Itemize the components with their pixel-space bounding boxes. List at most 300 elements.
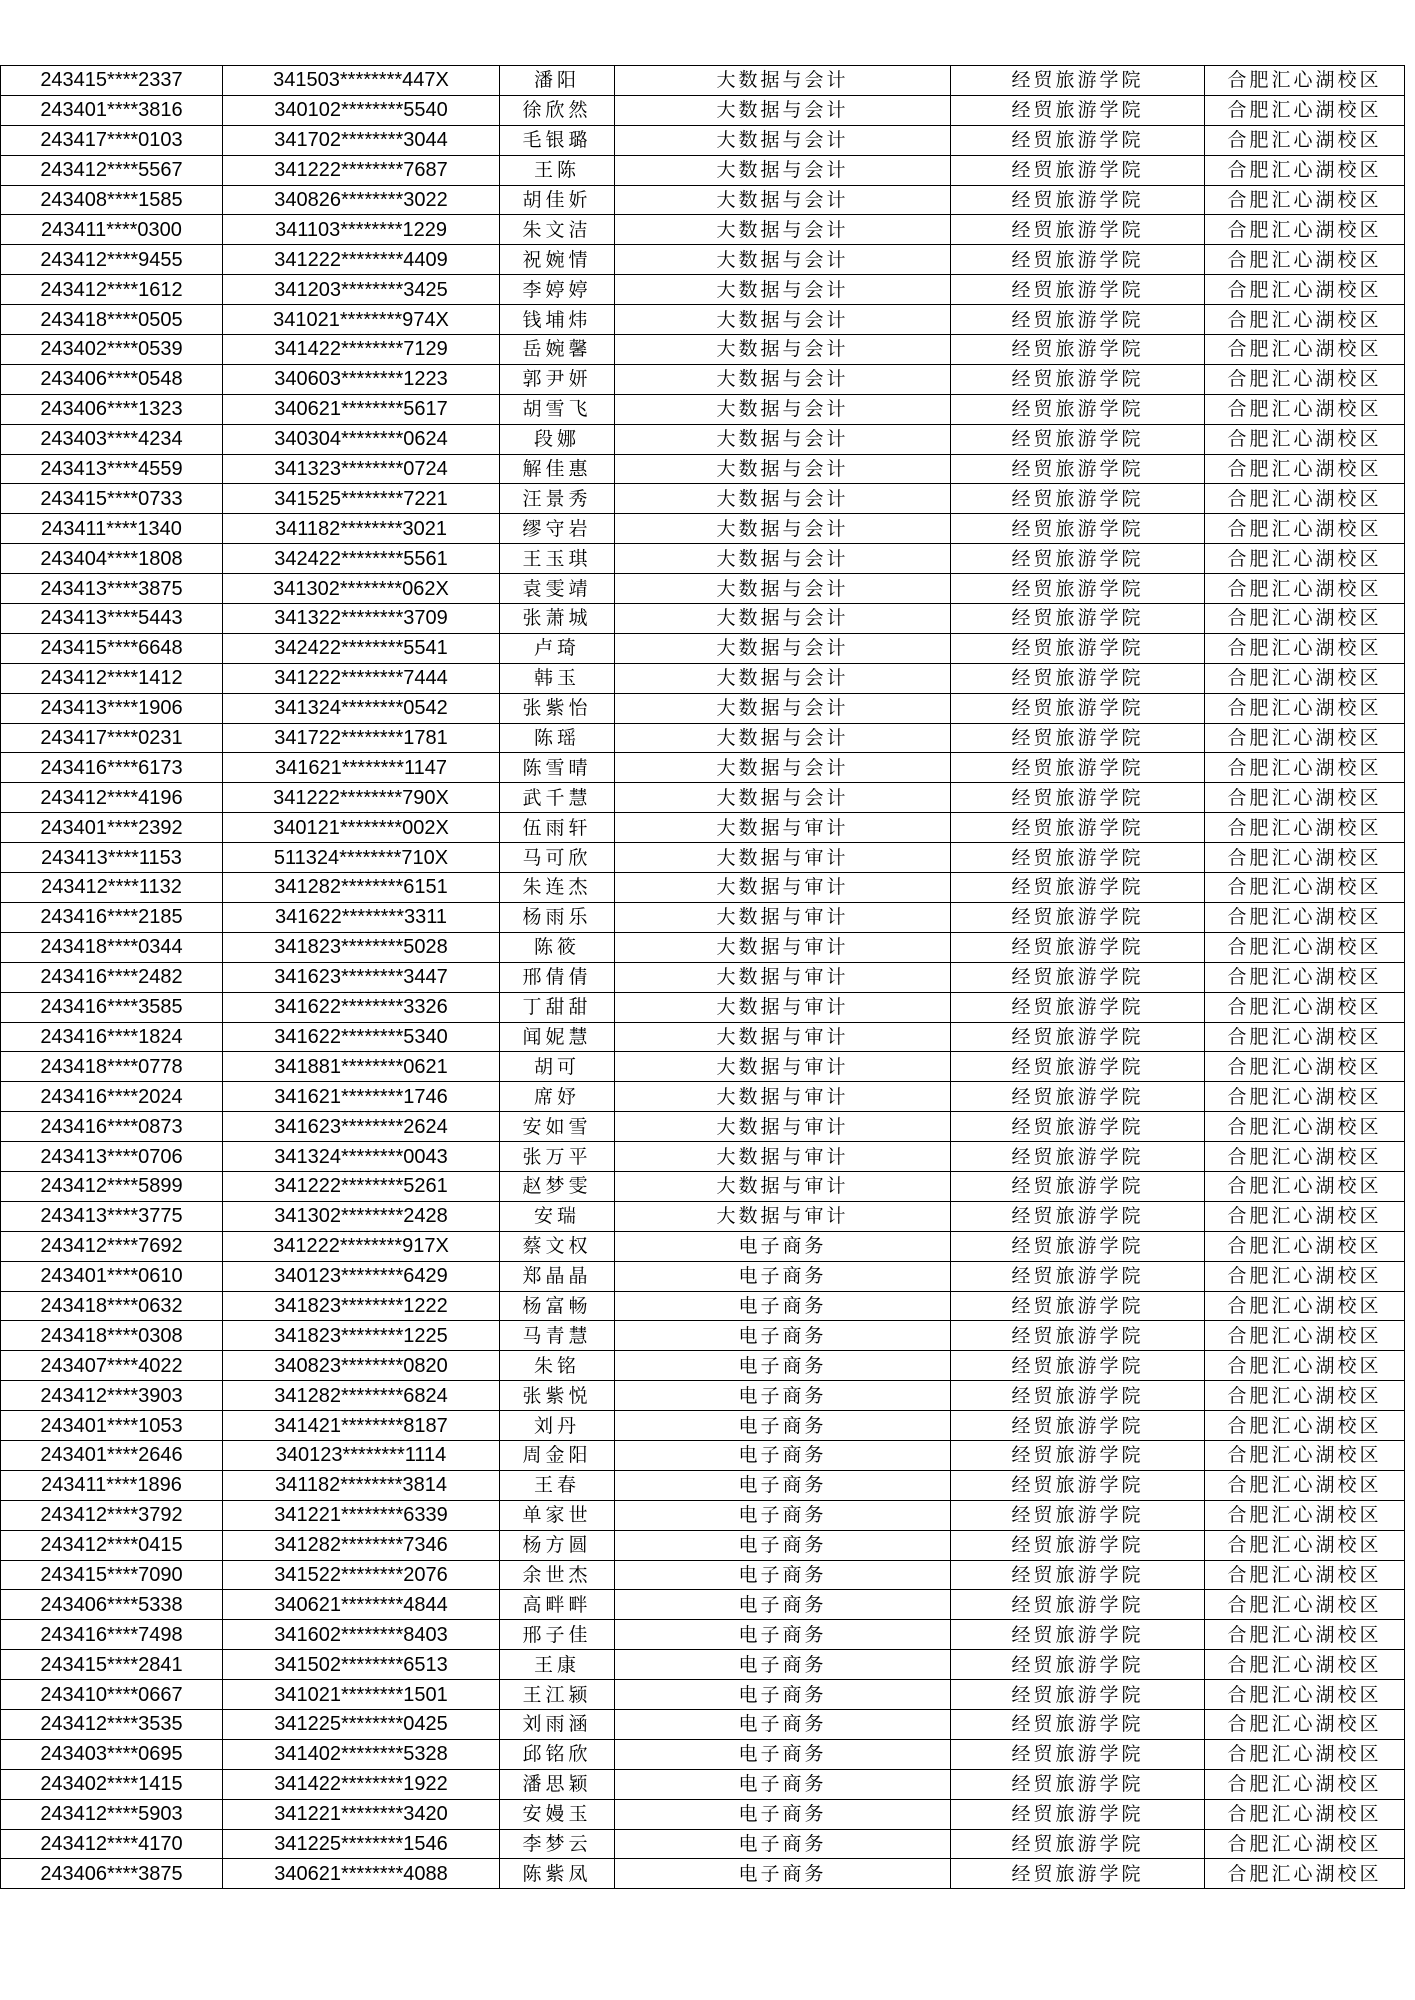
student-id-cell: 243404****1808: [1, 544, 223, 574]
id-card-cell: 341323********0724: [223, 454, 500, 484]
table-row: [1, 454, 1405, 484]
name-cell: 安嫚玉: [500, 1799, 615, 1829]
name-cell: 卢琦: [500, 633, 615, 663]
table-row: [1, 902, 1405, 932]
major-cell: 大数据与会计: [615, 125, 951, 155]
college-cell: 经贸旅游学院: [951, 245, 1205, 275]
id-card-cell: 341324********0542: [223, 693, 500, 723]
name-cell: 段娜: [500, 424, 615, 454]
major-cell: 大数据与会计: [615, 335, 951, 365]
college-cell: 经贸旅游学院: [951, 1171, 1205, 1201]
name-cell: 赵梦雯: [500, 1171, 615, 1201]
college-cell: 经贸旅游学院: [951, 1859, 1205, 1889]
name-cell: 周金阳: [500, 1440, 615, 1470]
student-id-cell: 243412****1132: [1, 873, 223, 903]
id-card-cell: 341222********7687: [223, 155, 500, 185]
table-row: [1, 335, 1405, 365]
id-card-cell: 341182********3814: [223, 1470, 500, 1500]
student-id-cell: 243406****3875: [1, 1859, 223, 1889]
table-row: [1, 723, 1405, 753]
major-cell: 大数据与会计: [615, 633, 951, 663]
campus-cell: 合肥汇心湖校区: [1205, 633, 1405, 663]
table-row: [1, 932, 1405, 962]
campus-cell: 合肥汇心湖校区: [1205, 693, 1405, 723]
id-card-cell: 340621********4844: [223, 1590, 500, 1620]
campus-cell: 合肥汇心湖校区: [1205, 1590, 1405, 1620]
table-row: [1, 753, 1405, 783]
major-cell: 大数据与会计: [615, 604, 951, 634]
table-row: [1, 873, 1405, 903]
student-id-cell: 243408****1585: [1, 185, 223, 215]
name-cell: 岳婉馨: [500, 335, 615, 365]
student-id-cell: 243412****4170: [1, 1829, 223, 1859]
student-id-cell: 243417****0103: [1, 125, 223, 155]
name-cell: 余世杰: [500, 1560, 615, 1590]
campus-cell: 合肥汇心湖校区: [1205, 932, 1405, 962]
table-row: [1, 1171, 1405, 1201]
name-cell: 朱文洁: [500, 215, 615, 245]
student-id-cell: 243413****1153: [1, 843, 223, 873]
name-cell: 王玉琪: [500, 544, 615, 574]
major-cell: 大数据与会计: [615, 574, 951, 604]
id-card-cell: 341622********5340: [223, 1022, 500, 1052]
major-cell: 大数据与会计: [615, 424, 951, 454]
id-card-cell: 341225********1546: [223, 1829, 500, 1859]
table-row: [1, 1321, 1405, 1351]
major-cell: 大数据与会计: [615, 514, 951, 544]
name-cell: 陈紫凤: [500, 1859, 615, 1889]
major-cell: 电子商务: [615, 1470, 951, 1500]
campus-cell: 合肥汇心湖校区: [1205, 1709, 1405, 1739]
campus-cell: 合肥汇心湖校区: [1205, 783, 1405, 813]
student-id-cell: 243407****4022: [1, 1351, 223, 1381]
major-cell: 电子商务: [615, 1291, 951, 1321]
id-card-cell: 341222********790X: [223, 783, 500, 813]
name-cell: 张紫悦: [500, 1381, 615, 1411]
name-cell: 祝婉情: [500, 245, 615, 275]
college-cell: 经贸旅游学院: [951, 1829, 1205, 1859]
id-card-cell: 340123********6429: [223, 1261, 500, 1291]
table-row: [1, 1231, 1405, 1261]
student-id-cell: 243410****0667: [1, 1680, 223, 1710]
student-id-cell: 243406****1323: [1, 394, 223, 424]
id-card-cell: 341502********6513: [223, 1650, 500, 1680]
campus-cell: 合肥汇心湖校区: [1205, 1470, 1405, 1500]
student-id-cell: 243412****4196: [1, 783, 223, 813]
table-row: [1, 1590, 1405, 1620]
id-card-cell: 341282********7346: [223, 1530, 500, 1560]
id-card-cell: 341621********1746: [223, 1082, 500, 1112]
name-cell: 邢子佳: [500, 1620, 615, 1650]
major-cell: 大数据与审计: [615, 1112, 951, 1142]
campus-cell: 合肥汇心湖校区: [1205, 1112, 1405, 1142]
student-id-cell: 243418****0308: [1, 1321, 223, 1351]
college-cell: 经贸旅游学院: [951, 95, 1205, 125]
student-id-cell: 243412****9455: [1, 245, 223, 275]
name-cell: 伍雨轩: [500, 813, 615, 843]
name-cell: 马青慧: [500, 1321, 615, 1351]
id-card-cell: 341522********2076: [223, 1560, 500, 1590]
major-cell: 大数据与会计: [615, 66, 951, 96]
id-card-cell: 341623********3447: [223, 962, 500, 992]
table-row: [1, 1201, 1405, 1231]
major-cell: 大数据与审计: [615, 1022, 951, 1052]
campus-cell: 合肥汇心湖校区: [1205, 843, 1405, 873]
id-card-cell: 340603********1223: [223, 364, 500, 394]
id-card-cell: 341525********7221: [223, 484, 500, 514]
campus-cell: 合肥汇心湖校区: [1205, 1440, 1405, 1470]
name-cell: 王康: [500, 1650, 615, 1680]
major-cell: 大数据与会计: [615, 454, 951, 484]
table-row: [1, 1022, 1405, 1052]
id-card-cell: 341421********8187: [223, 1411, 500, 1441]
major-cell: 大数据与审计: [615, 843, 951, 873]
id-card-cell: 341221********6339: [223, 1500, 500, 1530]
campus-cell: 合肥汇心湖校区: [1205, 364, 1405, 394]
student-id-cell: 243418****0632: [1, 1291, 223, 1321]
id-card-cell: 341402********5328: [223, 1739, 500, 1769]
campus-cell: 合肥汇心湖校区: [1205, 1620, 1405, 1650]
id-card-cell: 341422********7129: [223, 335, 500, 365]
major-cell: 大数据与审计: [615, 902, 951, 932]
roster-body: [1, 66, 1405, 1889]
name-cell: 王陈: [500, 155, 615, 185]
student-id-cell: 243416****1824: [1, 1022, 223, 1052]
campus-cell: 合肥汇心湖校区: [1205, 155, 1405, 185]
student-id-cell: 243416****2185: [1, 902, 223, 932]
college-cell: 经贸旅游学院: [951, 1500, 1205, 1530]
campus-cell: 合肥汇心湖校区: [1205, 1351, 1405, 1381]
college-cell: 经贸旅游学院: [951, 1769, 1205, 1799]
college-cell: 经贸旅游学院: [951, 723, 1205, 753]
id-card-cell: 341722********1781: [223, 723, 500, 753]
college-cell: 经贸旅游学院: [951, 155, 1205, 185]
college-cell: 经贸旅游学院: [951, 1112, 1205, 1142]
student-id-cell: 243403****0695: [1, 1739, 223, 1769]
major-cell: 电子商务: [615, 1411, 951, 1441]
campus-cell: 合肥汇心湖校区: [1205, 1500, 1405, 1530]
name-cell: 钱埔炜: [500, 305, 615, 335]
college-cell: 经贸旅游学院: [951, 1530, 1205, 1560]
college-cell: 经贸旅游学院: [951, 185, 1205, 215]
campus-cell: 合肥汇心湖校区: [1205, 1530, 1405, 1560]
id-card-cell: 340826********3022: [223, 185, 500, 215]
student-id-cell: 243412****0415: [1, 1530, 223, 1560]
major-cell: 电子商务: [615, 1650, 951, 1680]
campus-cell: 合肥汇心湖校区: [1205, 962, 1405, 992]
name-cell: 陈雪晴: [500, 753, 615, 783]
campus-cell: 合肥汇心湖校区: [1205, 1680, 1405, 1710]
table-row: [1, 1291, 1405, 1321]
table-row: [1, 1739, 1405, 1769]
name-cell: 安如雪: [500, 1112, 615, 1142]
name-cell: 袁雯靖: [500, 574, 615, 604]
name-cell: 李婷婷: [500, 275, 615, 305]
student-id-cell: 243415****0733: [1, 484, 223, 514]
college-cell: 经贸旅游学院: [951, 1201, 1205, 1231]
campus-cell: 合肥汇心湖校区: [1205, 95, 1405, 125]
college-cell: 经贸旅游学院: [951, 992, 1205, 1022]
major-cell: 电子商务: [615, 1560, 951, 1590]
id-card-cell: 341222********917X: [223, 1231, 500, 1261]
college-cell: 经贸旅游学院: [951, 1560, 1205, 1590]
college-cell: 经贸旅游学院: [951, 1052, 1205, 1082]
id-card-cell: 340621********4088: [223, 1859, 500, 1889]
id-card-cell: 341823********1222: [223, 1291, 500, 1321]
id-card-cell: 341222********7444: [223, 663, 500, 693]
table-row: [1, 1112, 1405, 1142]
major-cell: 电子商务: [615, 1381, 951, 1411]
student-id-cell: 243402****1415: [1, 1769, 223, 1799]
name-cell: 徐欣然: [500, 95, 615, 125]
table-row: [1, 1470, 1405, 1500]
name-cell: 缪守岩: [500, 514, 615, 544]
table-row: [1, 813, 1405, 843]
id-card-cell: 341881********0621: [223, 1052, 500, 1082]
college-cell: 经贸旅游学院: [951, 424, 1205, 454]
campus-cell: 合肥汇心湖校区: [1205, 1291, 1405, 1321]
name-cell: 武千慧: [500, 783, 615, 813]
college-cell: 经贸旅游学院: [951, 394, 1205, 424]
college-cell: 经贸旅游学院: [951, 813, 1205, 843]
student-id-cell: 243403****4234: [1, 424, 223, 454]
table-row: [1, 1769, 1405, 1799]
student-id-cell: 243413****3875: [1, 574, 223, 604]
student-id-cell: 243415****2337: [1, 66, 223, 96]
college-cell: 经贸旅游学院: [951, 633, 1205, 663]
major-cell: 大数据与会计: [615, 753, 951, 783]
college-cell: 经贸旅游学院: [951, 544, 1205, 574]
name-cell: 杨雨乐: [500, 902, 615, 932]
college-cell: 经贸旅游学院: [951, 335, 1205, 365]
major-cell: 大数据与会计: [615, 663, 951, 693]
student-id-cell: 243412****5567: [1, 155, 223, 185]
campus-cell: 合肥汇心湖校区: [1205, 125, 1405, 155]
id-card-cell: 341823********1225: [223, 1321, 500, 1351]
college-cell: 经贸旅游学院: [951, 1799, 1205, 1829]
campus-cell: 合肥汇心湖校区: [1205, 1650, 1405, 1680]
name-cell: 朱铭: [500, 1351, 615, 1381]
college-cell: 经贸旅游学院: [951, 1590, 1205, 1620]
name-cell: 王江颍: [500, 1680, 615, 1710]
major-cell: 大数据与审计: [615, 1052, 951, 1082]
table-row: [1, 275, 1405, 305]
table-row: [1, 843, 1405, 873]
table-row: [1, 155, 1405, 185]
college-cell: 经贸旅游学院: [951, 604, 1205, 634]
college-cell: 经贸旅游学院: [951, 364, 1205, 394]
campus-cell: 合肥汇心湖校区: [1205, 723, 1405, 753]
college-cell: 经贸旅游学院: [951, 1411, 1205, 1441]
major-cell: 大数据与会计: [615, 364, 951, 394]
student-id-cell: 243412****3792: [1, 1500, 223, 1530]
college-cell: 经贸旅游学院: [951, 1142, 1205, 1172]
table-row: [1, 364, 1405, 394]
campus-cell: 合肥汇心湖校区: [1205, 514, 1405, 544]
student-id-cell: 243413****1906: [1, 693, 223, 723]
name-cell: 安瑞: [500, 1201, 615, 1231]
name-cell: 朱连杰: [500, 873, 615, 903]
student-id-cell: 243413****3775: [1, 1201, 223, 1231]
campus-cell: 合肥汇心湖校区: [1205, 1201, 1405, 1231]
student-id-cell: 243411****0300: [1, 215, 223, 245]
table-row: [1, 215, 1405, 245]
student-id-cell: 243415****6648: [1, 633, 223, 663]
major-cell: 大数据与会计: [615, 394, 951, 424]
campus-cell: 合肥汇心湖校区: [1205, 484, 1405, 514]
id-card-cell: 341182********3021: [223, 514, 500, 544]
id-card-cell: 340823********0820: [223, 1351, 500, 1381]
campus-cell: 合肥汇心湖校区: [1205, 1171, 1405, 1201]
student-id-cell: 243406****0548: [1, 364, 223, 394]
major-cell: 电子商务: [615, 1620, 951, 1650]
id-card-cell: 341621********1147: [223, 753, 500, 783]
id-card-cell: 340304********0624: [223, 424, 500, 454]
campus-cell: 合肥汇心湖校区: [1205, 305, 1405, 335]
major-cell: 电子商务: [615, 1440, 951, 1470]
id-card-cell: 341302********2428: [223, 1201, 500, 1231]
major-cell: 大数据与会计: [615, 484, 951, 514]
campus-cell: 合肥汇心湖校区: [1205, 1739, 1405, 1769]
college-cell: 经贸旅游学院: [951, 1680, 1205, 1710]
campus-cell: 合肥汇心湖校区: [1205, 1381, 1405, 1411]
table-row: [1, 1082, 1405, 1112]
campus-cell: 合肥汇心湖校区: [1205, 1799, 1405, 1829]
campus-cell: 合肥汇心湖校区: [1205, 873, 1405, 903]
college-cell: 经贸旅游学院: [951, 1470, 1205, 1500]
student-id-cell: 243411****1896: [1, 1470, 223, 1500]
table-row: [1, 125, 1405, 155]
major-cell: 电子商务: [615, 1709, 951, 1739]
id-card-cell: 341302********062X: [223, 574, 500, 604]
table-row: [1, 1351, 1405, 1381]
id-card-cell: 342422********5541: [223, 633, 500, 663]
name-cell: 邢倩倩: [500, 962, 615, 992]
college-cell: 经贸旅游学院: [951, 1381, 1205, 1411]
name-cell: 胡佳妡: [500, 185, 615, 215]
table-row: [1, 1530, 1405, 1560]
student-id-cell: 243415****2841: [1, 1650, 223, 1680]
college-cell: 经贸旅游学院: [951, 66, 1205, 96]
major-cell: 电子商务: [615, 1799, 951, 1829]
table-row: [1, 633, 1405, 663]
name-cell: 丁甜甜: [500, 992, 615, 1022]
table-row: [1, 992, 1405, 1022]
name-cell: 李梦云: [500, 1829, 615, 1859]
table-row: [1, 484, 1405, 514]
college-cell: 经贸旅游学院: [951, 514, 1205, 544]
name-cell: 毛银璐: [500, 125, 615, 155]
table-row: [1, 544, 1405, 574]
campus-cell: 合肥汇心湖校区: [1205, 275, 1405, 305]
student-id-cell: 243401****2646: [1, 1440, 223, 1470]
college-cell: 经贸旅游学院: [951, 843, 1205, 873]
campus-cell: 合肥汇心湖校区: [1205, 1261, 1405, 1291]
table-row: [1, 574, 1405, 604]
student-id-cell: 243406****5338: [1, 1590, 223, 1620]
id-card-cell: 341602********8403: [223, 1620, 500, 1650]
major-cell: 大数据与审计: [615, 1201, 951, 1231]
college-cell: 经贸旅游学院: [951, 1022, 1205, 1052]
name-cell: 席妤: [500, 1082, 615, 1112]
name-cell: 刘雨涵: [500, 1709, 615, 1739]
table-row: [1, 394, 1405, 424]
major-cell: 电子商务: [615, 1530, 951, 1560]
id-card-cell: 341222********5261: [223, 1171, 500, 1201]
college-cell: 经贸旅游学院: [951, 1082, 1205, 1112]
student-id-cell: 243401****2392: [1, 813, 223, 843]
table-row: [1, 1680, 1405, 1710]
student-id-cell: 243401****1053: [1, 1411, 223, 1441]
name-cell: 韩玉: [500, 663, 615, 693]
major-cell: 电子商务: [615, 1680, 951, 1710]
name-cell: 马可欣: [500, 843, 615, 873]
campus-cell: 合肥汇心湖校区: [1205, 454, 1405, 484]
id-card-cell: 341021********1501: [223, 1680, 500, 1710]
table-row: [1, 1709, 1405, 1739]
campus-cell: 合肥汇心湖校区: [1205, 335, 1405, 365]
student-id-cell: 243412****3903: [1, 1381, 223, 1411]
major-cell: 电子商务: [615, 1500, 951, 1530]
student-id-cell: 243401****3816: [1, 95, 223, 125]
college-cell: 经贸旅游学院: [951, 1291, 1205, 1321]
id-card-cell: 341203********3425: [223, 275, 500, 305]
college-cell: 经贸旅游学院: [951, 932, 1205, 962]
id-card-cell: 341225********0425: [223, 1709, 500, 1739]
id-card-cell: 341702********3044: [223, 125, 500, 155]
name-cell: 胡可: [500, 1052, 615, 1082]
student-id-cell: 243413****4559: [1, 454, 223, 484]
major-cell: 电子商务: [615, 1590, 951, 1620]
college-cell: 经贸旅游学院: [951, 1351, 1205, 1381]
college-cell: 经贸旅游学院: [951, 1620, 1205, 1650]
major-cell: 电子商务: [615, 1321, 951, 1351]
campus-cell: 合肥汇心湖校区: [1205, 424, 1405, 454]
id-card-cell: 341324********0043: [223, 1142, 500, 1172]
table-row: [1, 1500, 1405, 1530]
campus-cell: 合肥汇心湖校区: [1205, 1321, 1405, 1351]
college-cell: 经贸旅游学院: [951, 693, 1205, 723]
major-cell: 大数据与会计: [615, 155, 951, 185]
major-cell: 大数据与审计: [615, 813, 951, 843]
table-row: [1, 962, 1405, 992]
college-cell: 经贸旅游学院: [951, 1739, 1205, 1769]
major-cell: 大数据与审计: [615, 873, 951, 903]
campus-cell: 合肥汇心湖校区: [1205, 753, 1405, 783]
college-cell: 经贸旅游学院: [951, 873, 1205, 903]
campus-cell: 合肥汇心湖校区: [1205, 1231, 1405, 1261]
name-cell: 陈筱: [500, 932, 615, 962]
table-row: [1, 424, 1405, 454]
name-cell: 刘丹: [500, 1411, 615, 1441]
student-id-cell: 243418****0778: [1, 1052, 223, 1082]
campus-cell: 合肥汇心湖校区: [1205, 574, 1405, 604]
major-cell: 大数据与会计: [615, 95, 951, 125]
table-row: [1, 1799, 1405, 1829]
major-cell: 电子商务: [615, 1351, 951, 1381]
name-cell: 郑晶晶: [500, 1261, 615, 1291]
student-id-cell: 243412****7692: [1, 1231, 223, 1261]
id-card-cell: 341422********1922: [223, 1769, 500, 1799]
table-row: [1, 66, 1405, 96]
table-row: [1, 305, 1405, 335]
campus-cell: 合肥汇心湖校区: [1205, 604, 1405, 634]
major-cell: 电子商务: [615, 1829, 951, 1859]
id-card-cell: 511324********710X: [223, 843, 500, 873]
name-cell: 解佳惠: [500, 454, 615, 484]
name-cell: 张紫怡: [500, 693, 615, 723]
name-cell: 汪景秀: [500, 484, 615, 514]
